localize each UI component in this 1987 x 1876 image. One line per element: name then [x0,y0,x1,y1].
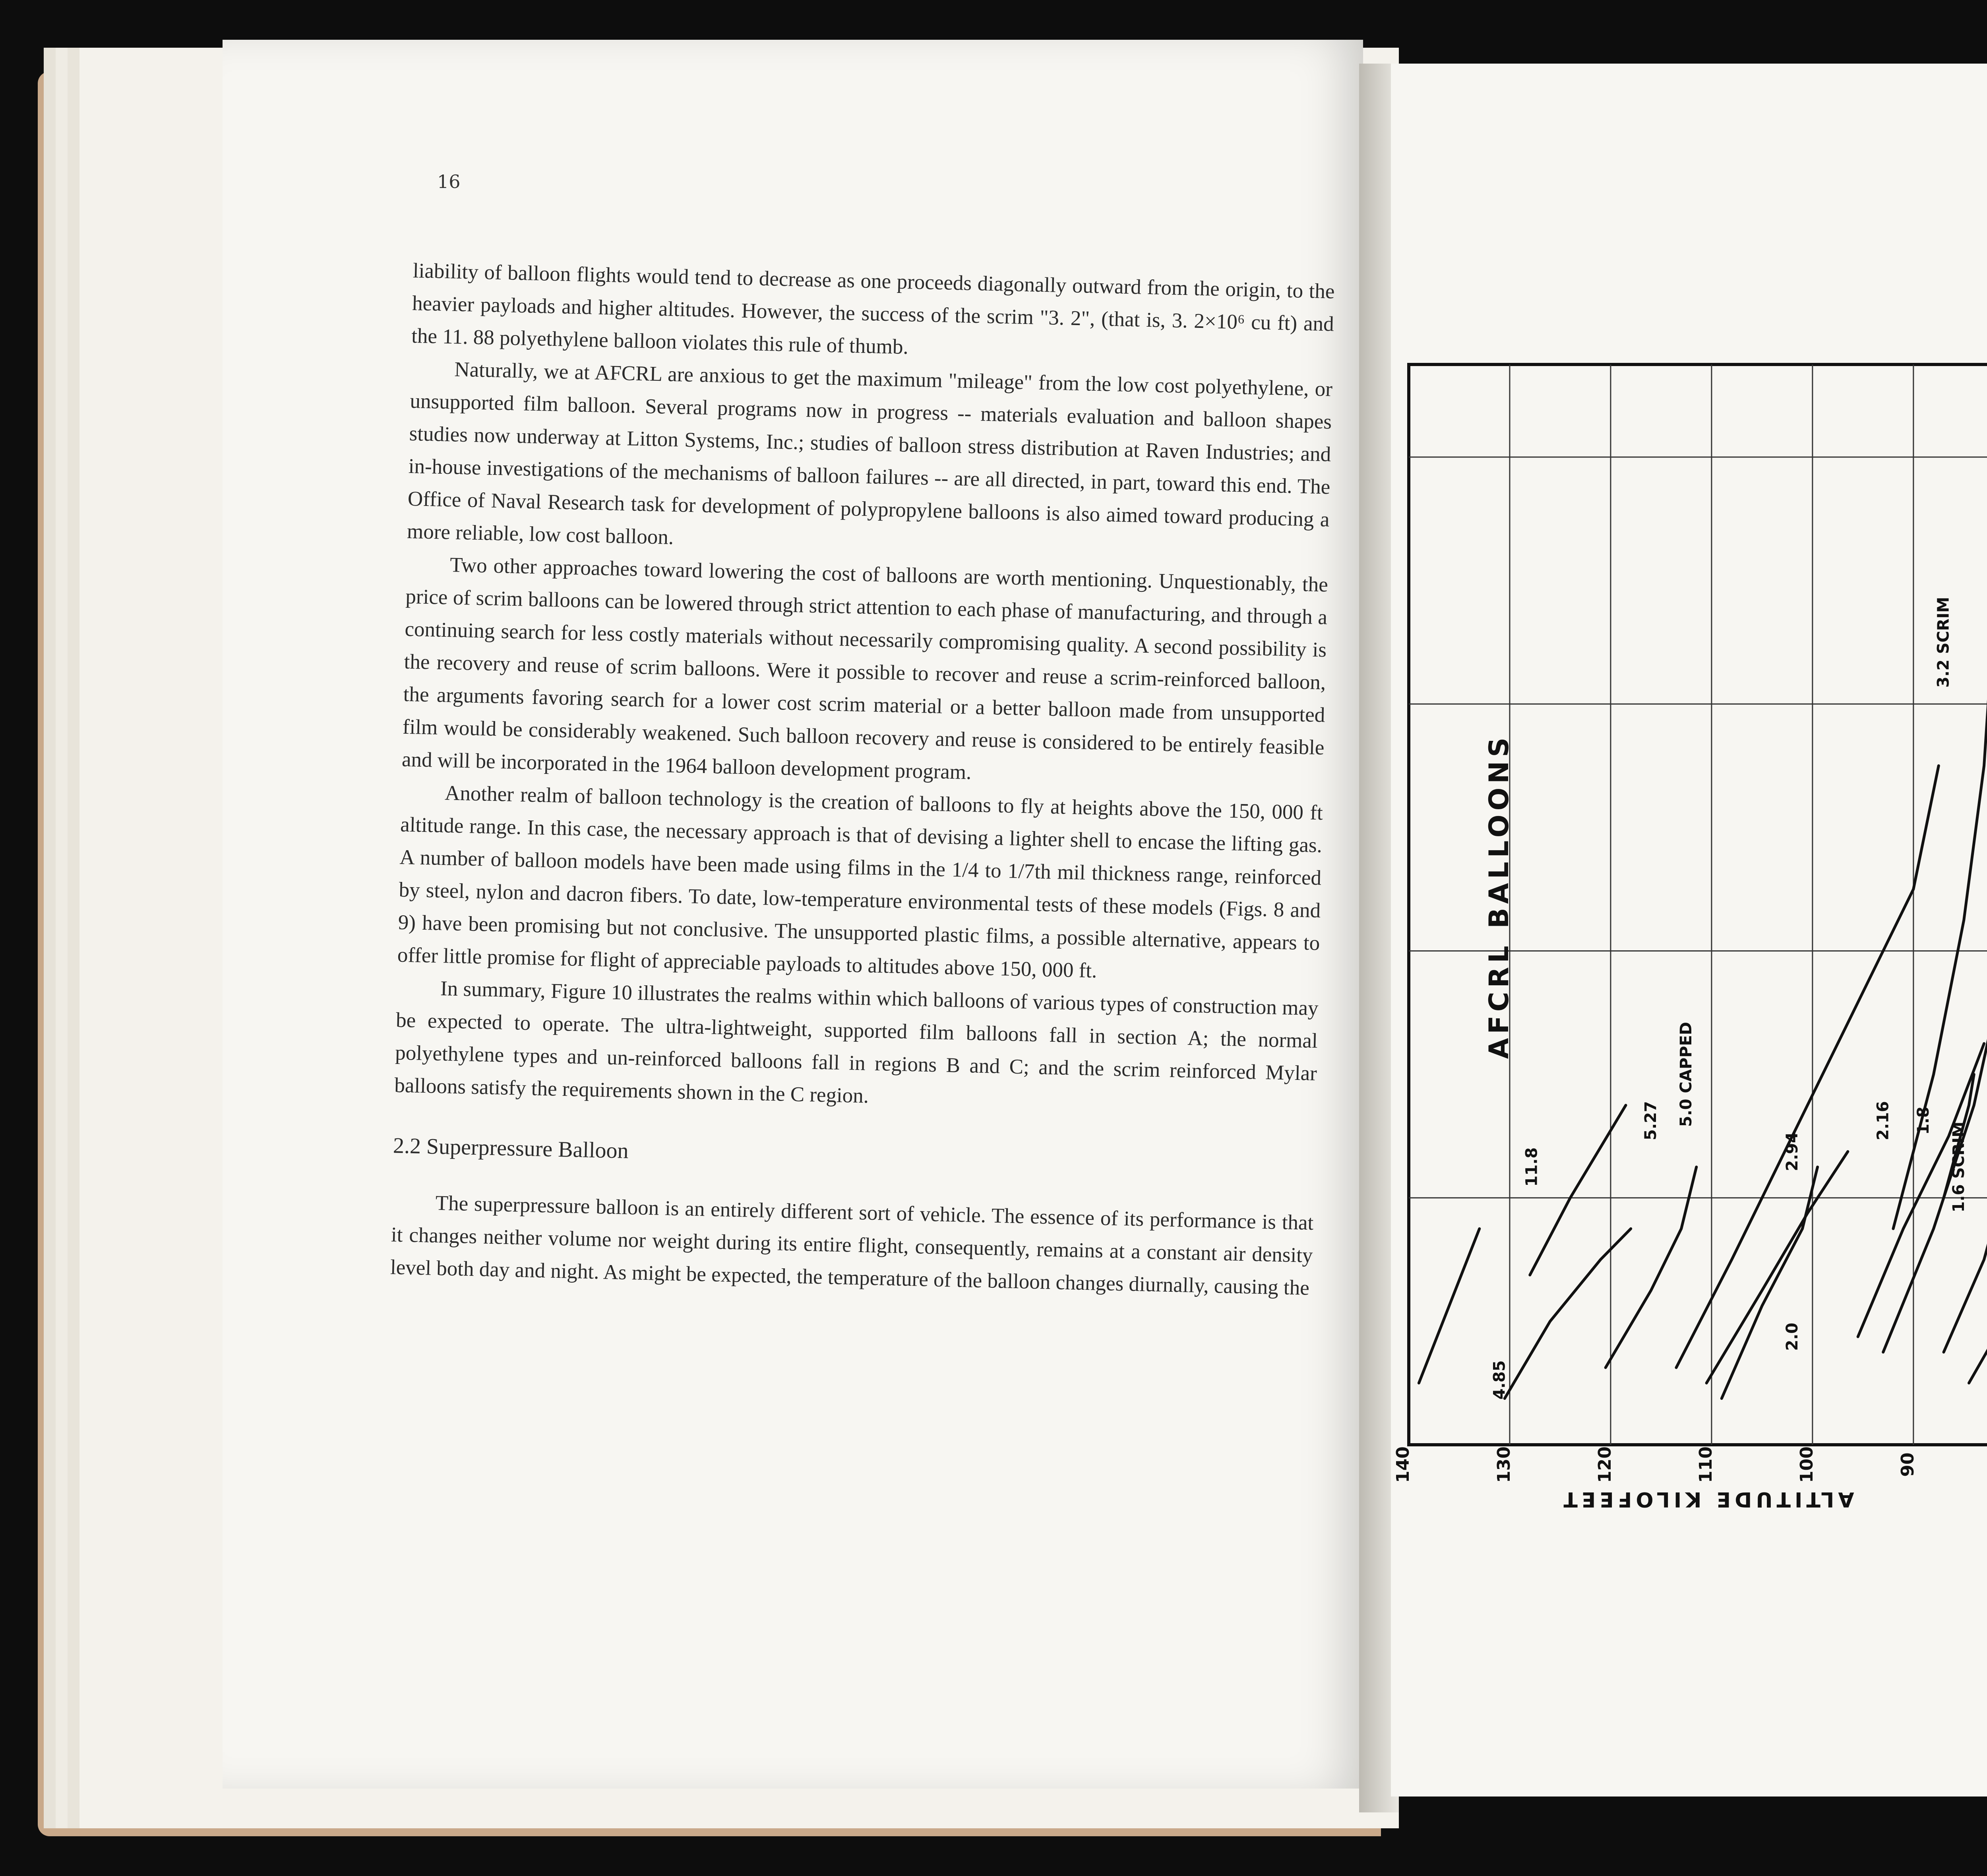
series-line [1419,1229,1479,1383]
series-label: 1.6 SCRIM [1949,1121,1968,1213]
paragraph: liability of balloon flights would tend to decrease as one proceeds diagonally outward from the origin, to the heavier payloads and higher altitudes. However, the success of the scrim "3. 2", (that is, 3. 2×10⁶ cu ft) and the 11. 88 polyethylene balloon violates this rule of thumb. [411,259,1335,359]
series-label: 2.94 [1783,1132,1801,1171]
series-label: 4.85 [1490,1360,1509,1400]
series-label: 1.8 [1914,1107,1933,1135]
chart-svg [1393,360,1987,1511]
left-page-text [390,254,1335,1304]
altitude-payload-chart [1393,360,1987,1511]
series-label: 2.16 [1874,1101,1892,1140]
y-axis-label: ALTITUDE KILOFEET [1559,1487,1854,1511]
paragraph: The superpressure balloon is an entirely different sort of vehicle. The essence of its performance is that it changes neither volume nor weight during its entire flight, consequently, remains at a constant air density level both day and night. As might be expected, the temperature of the balloon changes diurnally, causing the [390,1191,1314,1300]
series-line [1969,1260,1987,1383]
y-tick-label: 90 [1897,1452,1918,1477]
series-line [1505,1229,1631,1398]
section-heading: 2.2 Superpressure Balloon [393,1133,629,1163]
paragraph: Two other approaches toward lowering the cost of balloons are worth mentioning. Unquestionably, the price of scrim balloons can be lowered through strict attention to each phase of manufacturing, and through a continuing search for less costly materials without necessarily compromising quality. A second possibility is the recovery and reuse of scrim balloons. Were it possible to recover and reuse a scrim-reinforced balloon, the arguments favoring search for a lower cost scrim material or a better balloon made from unsupported film would be considerably weakened. Such balloon recovery and reuse is considered to be entirely feasible and will be incorporated in the 1964 balloon development program. [401,553,1329,784]
paragraph: Naturally, we at AFCRL are anxious to get the maximum "mileage" from the low cost polyethylene, or unsupported film balloon. Several programs now in progress -- materials evaluation and balloon shapes studies now underway at Litton Systems, Inc.; studies of balloon stress distribution at Raven Industries; and in-house investigations of the mechanisms of balloon failures -- are all directed, in part, toward this end. The Office of Naval Research task for development of polypropylene balloons is also aimed toward producing a more reliable, low cost balloon. [407,358,1333,549]
y-tick-label: 110 [1695,1446,1716,1483]
paragraph: Another realm of balloon technology is the creation of balloons to fly at heights above the 150, 000 ft altitude range. In this case, the necessary approach is that of devising a lighter shell to encase the lifting gas. A number of balloon models have been made using films in the 1/4 to 1/7th mil thickness range, reinforced by steel, nylon and dacron fibers. To date, low-temperature environmental tests of these models (Figs. 8 and 9) have been promising but not conclusive. The unsupported plastic films, a possible alternative, appears to offer little promise for flight of appreciable payloads to altitudes above 150, 000 ft. [397,781,1323,983]
series-line [1605,1167,1697,1368]
paragraph: In summary, Figure 10 illustrates the realms within which balloons of various types of construction may be expected to operate. The ultra-lightweight, supported film balloons fall in section A; the normal polyethylene types and un-reinforced balloons fall in regions B and C; and the scrim reinforced Mylar balloons satisfy the requirements shown in the C region. [394,977,1319,1108]
y-tick-label: 130 [1493,1446,1514,1483]
series-label: 11.8 [1522,1147,1541,1187]
y-tick-label: 100 [1796,1446,1817,1483]
series-line [1722,1167,1817,1398]
series-label: 5.27 [1642,1101,1660,1140]
series-label: 5.0 CAPPED [1677,1021,1696,1127]
series-label: 2.0 [1783,1322,1801,1351]
chart-title: AFCRL BALLOONS [1483,733,1515,1059]
left-page-number: 16 [437,171,461,192]
series-label: 3.2 SCRIM [1934,597,1953,688]
y-tick-label: 120 [1594,1446,1615,1483]
y-tick-label: 140 [1393,1446,1413,1483]
series-line [1676,766,1939,1368]
